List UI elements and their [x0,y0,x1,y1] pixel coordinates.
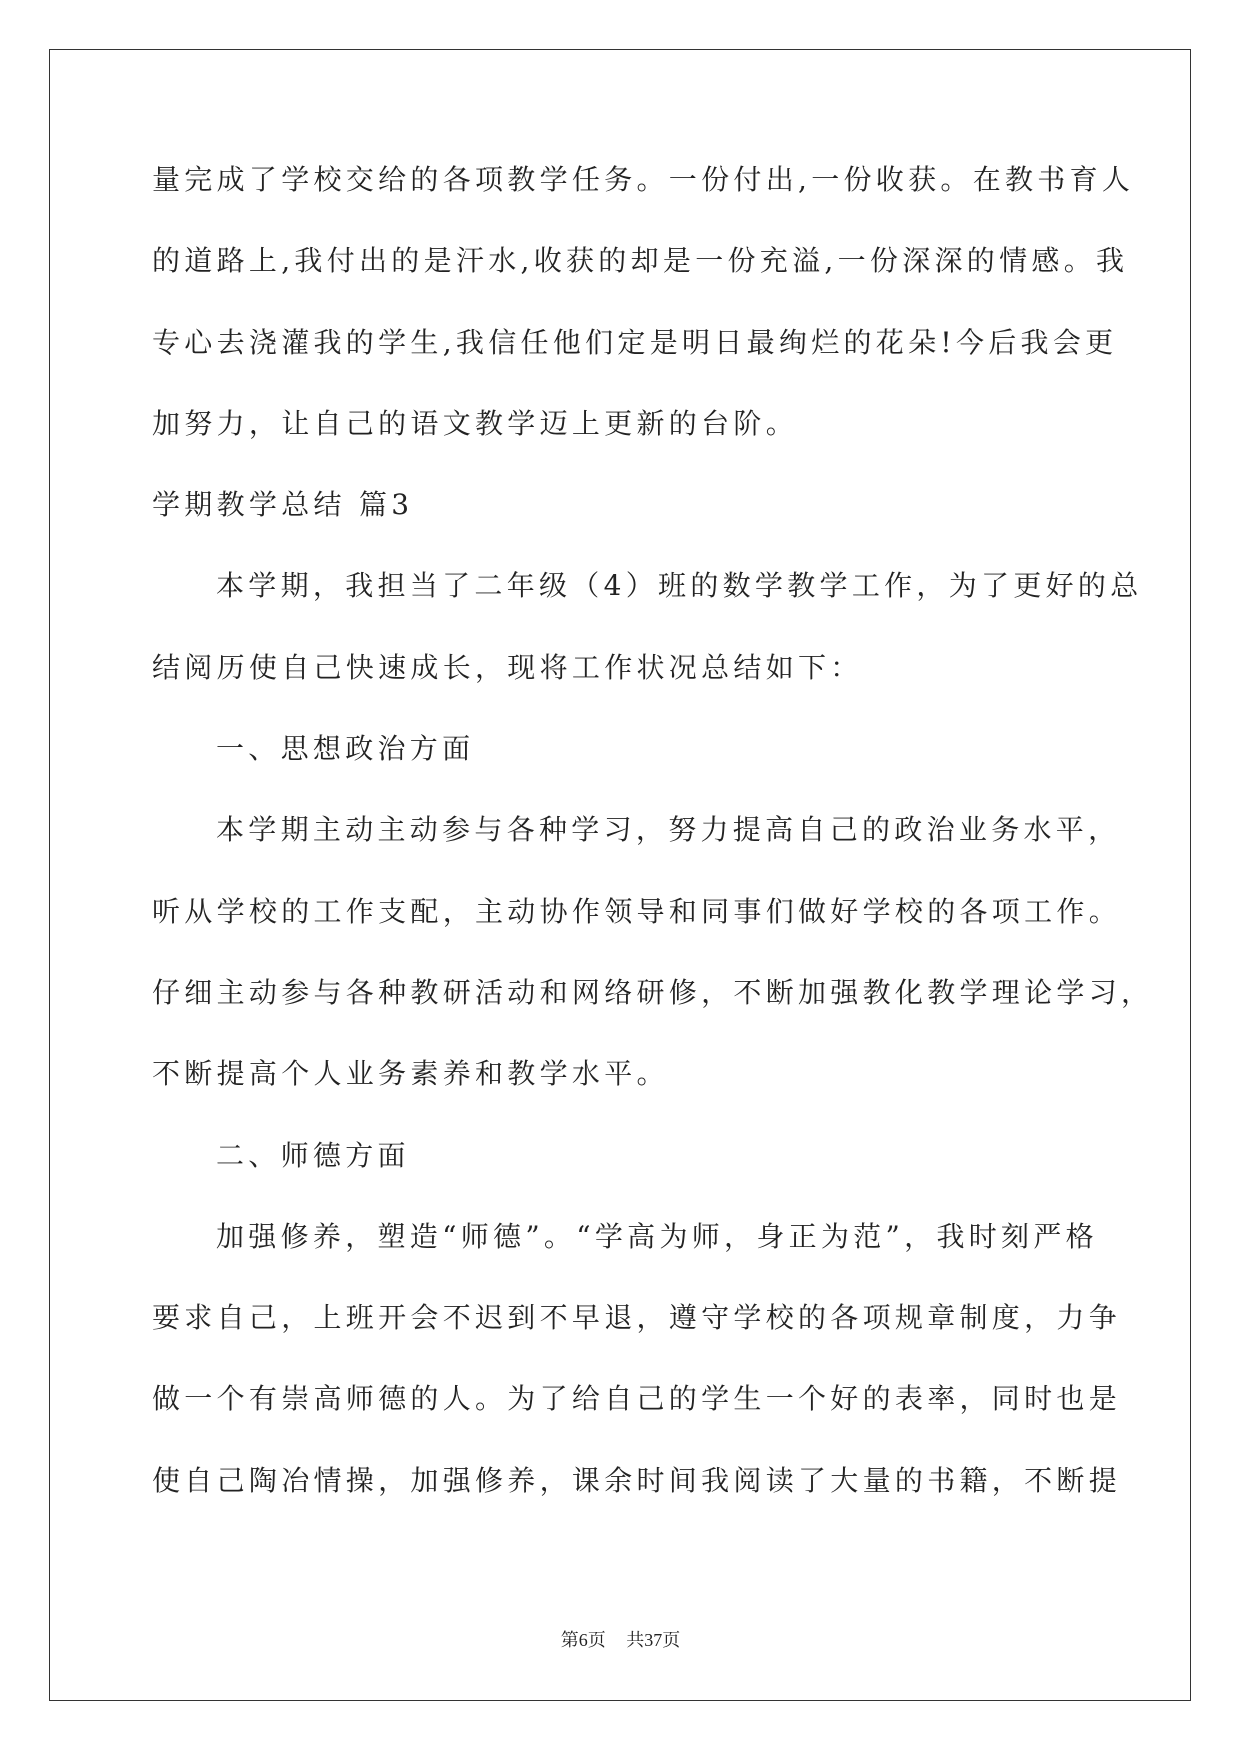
text-line: 做一个有崇高师德的人。为了给自己的学生一个好的表率，同时也是 [152,1382,1122,1416]
text-line: 的道路上,我付出的是汗水,收获的却是一份充溢,一份深深的情感。我 [152,244,1129,278]
text-line: 要求自己，上班开会不迟到不早退，遵守学校的各项规章制度，力争 [152,1301,1122,1335]
text-line: 专心去浇灌我的学生,我信任他们定是明日最绚烂的花朵!今后我会更 [152,325,1118,359]
text-line: 量完成了学校交给的各项教学任务。一份付出,一份收获。在教书育人 [152,163,1135,196]
section-heading: 学期教学总结 篇3 [152,488,414,522]
text-line: 本学期，我担当了二年级（4）班的数学教学工作，为了更好的总 [216,569,1143,603]
text-line: 加努力，让自己的语文教学迈上更新的台阶。 [152,406,799,440]
text-line: 听从学校的工作支配，主动协作领导和同事们做好学校的各项工作。 [152,894,1122,928]
total-page-count: 共37页 [626,1630,681,1650]
text-line: 使自己陶冶情操，加强修养，课余时间我阅读了大量的书籍，不断提 [152,1463,1122,1497]
subsection-heading: 二、师德方面 [216,1138,410,1172]
text-line: 本学期主动主动参与各种学习，努力提高自己的政治业务水平， [216,813,1121,847]
text-line: 结阅历使自己快速成长，现将工作状况总结如下： [152,650,863,684]
page-footer [0,1626,1241,1652]
current-page-number: 第6页 [560,1630,606,1650]
text-line: 不断提高个人业务素养和教学水平。 [152,1057,669,1091]
subsection-heading: 一、思想政治方面 [216,732,475,766]
text-line: 加强修养，塑造“师德”。“学高为师，身正为范”，我时刻严格 [216,1219,1098,1253]
document-body [152,160,1154,1542]
text-line: 仔细主动参与各种教研活动和网络研修，不断加强教化教学理论学习， [152,975,1154,1009]
